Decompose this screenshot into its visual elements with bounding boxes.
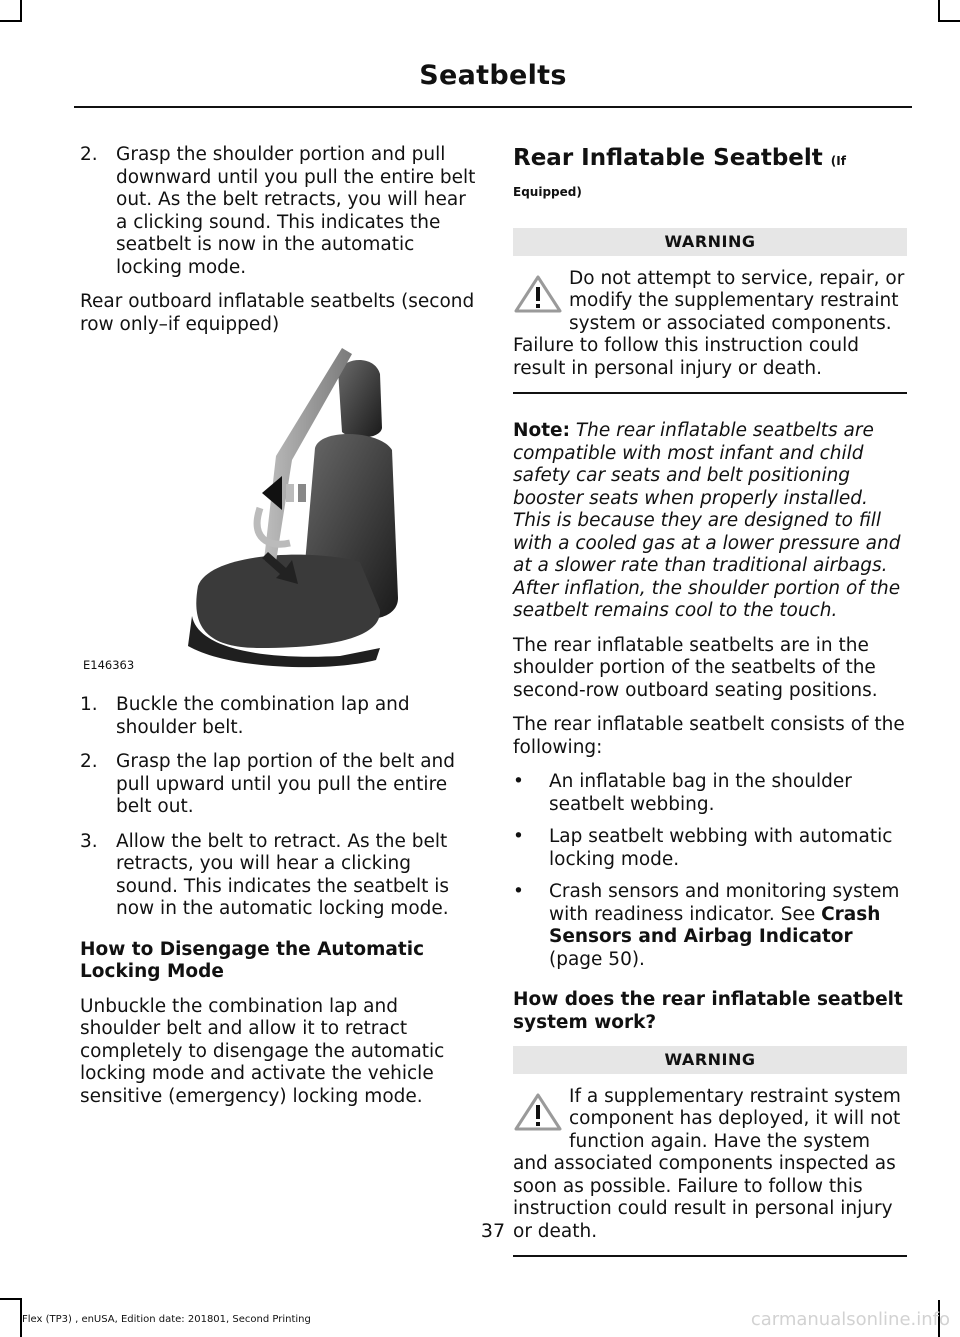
warning-box [513, 228, 907, 394]
bullet-text: Lap seatbelt webbing with automatic locking mode. [549, 826, 893, 870]
list-item [80, 751, 478, 819]
crop-mark [938, 0, 940, 22]
list-item [513, 771, 907, 816]
figure-code: E146363 [83, 657, 135, 672]
bullet-icon: • [513, 881, 524, 902]
note-text: The rear inflatable seatbelts are compatible with most infant and child safety car seats and belt positioning booster seats when properly installed. This is because they are designed to fill with a cooled gas at a lower pressure and at a slower rate than traditional airbags. After inflation, the shoulder portion of the seatbelt remains cool to the touch. [513, 420, 901, 621]
warning-triangle-icon [513, 274, 563, 314]
step-number: 2. [80, 144, 98, 165]
step-text: Allow the belt to retract. As the belt retracts, you will hear a clicking sound. This indicates the seatbelt is now in the automatic locking mode. [116, 830, 450, 919]
warning-label: WARNING [513, 228, 907, 256]
warning-text: Do not attempt to service, repair, or modify the supplementary restraint system or associated components. Failure to follow this instruction could result in personal injury or death. [513, 267, 905, 379]
list-item [80, 144, 478, 279]
list-item [513, 826, 907, 871]
warning-rule [513, 392, 907, 394]
crop-mark [938, 20, 960, 22]
paragraph: The rear inflatable seatbelt consists of the following: [513, 714, 905, 758]
section-title-text: Rear Inflatable Seatbelt [513, 145, 823, 171]
bullet-text: Crash sensors and monitoring system with readiness indicator. See [549, 881, 900, 925]
watermark: carmanualsonline.info [750, 1309, 950, 1330]
page-title: Seatbelts [419, 60, 567, 91]
cross-reference-link[interactable]: Crash Sensors and Airbag Indicator [549, 903, 881, 947]
section-title-suffix: (If Equipped) [513, 154, 846, 199]
note [513, 420, 907, 623]
figure-intro: Rear outboard inflatable seatbelts (second row only–if equipped) [80, 291, 475, 335]
step-text: Buckle the combination lap and shoulder belt. [116, 694, 410, 738]
list-item [80, 694, 478, 739]
section-heading: How to Disengage the Automatic Locking Mode [80, 938, 425, 982]
step-text: Grasp the lap portion of the belt and pull upward until you pull the entire belt out. [116, 751, 456, 817]
bullet-text: (page 50). [549, 948, 645, 970]
step-text: Grasp the shoulder portion and pull downward until you pull the entire belt out. As the belt retracts, you will hear a clicking sound. This indicates the seatbelt is now in the automatic locking mode. [116, 144, 476, 278]
warning-triangle-icon [513, 1092, 563, 1132]
right-column [513, 144, 907, 1283]
list-item [80, 831, 478, 921]
seat-belt-image [80, 348, 478, 678]
crop-mark [0, 20, 22, 22]
header-rule [74, 106, 912, 108]
step-number: 2. [80, 751, 98, 772]
bullet-icon: • [513, 826, 524, 847]
page-number: 37 [480, 1220, 506, 1242]
section-heading: How does the rear inflatable seatbelt system work? [513, 989, 903, 1033]
bullet-text: An inflatable bag in the shoulder seatbelt webbing. [549, 771, 852, 815]
seat-illustration [80, 348, 478, 678]
warning-rule [513, 1255, 907, 1257]
warning-text: If a supplementary restraint system component has deployed, it will not function again. Have the system and associated components inspected as soon as possible. Failure to follow this instruction could result in personal injury or death. [513, 1085, 901, 1242]
crop-mark [0, 1298, 22, 1300]
note-label: Note: [513, 420, 570, 441]
bullet-icon: • [513, 771, 524, 792]
section-title [513, 144, 907, 206]
step-number: 3. [80, 830, 98, 852]
warning-label: WARNING [513, 1046, 907, 1074]
edition-footer: Flex (TP3) , enUSA, Edition date: 201801, Second Printing [22, 1314, 311, 1325]
warning-body [513, 268, 907, 381]
crop-mark [20, 0, 22, 22]
paragraph: The rear inflatable seatbelts are in the shoulder portion of the seatbelts of the second-row outboard seating positions. [513, 634, 878, 701]
list-item [513, 881, 907, 971]
paragraph: Unbuckle the combination lap and shoulder belt and allow it to retract completely to disengage the automatic locking mode and activate the vehicle sensitive (emergency) locking mode. [80, 995, 445, 1107]
left-column [80, 144, 478, 1120]
step-number: 1. [80, 694, 98, 715]
